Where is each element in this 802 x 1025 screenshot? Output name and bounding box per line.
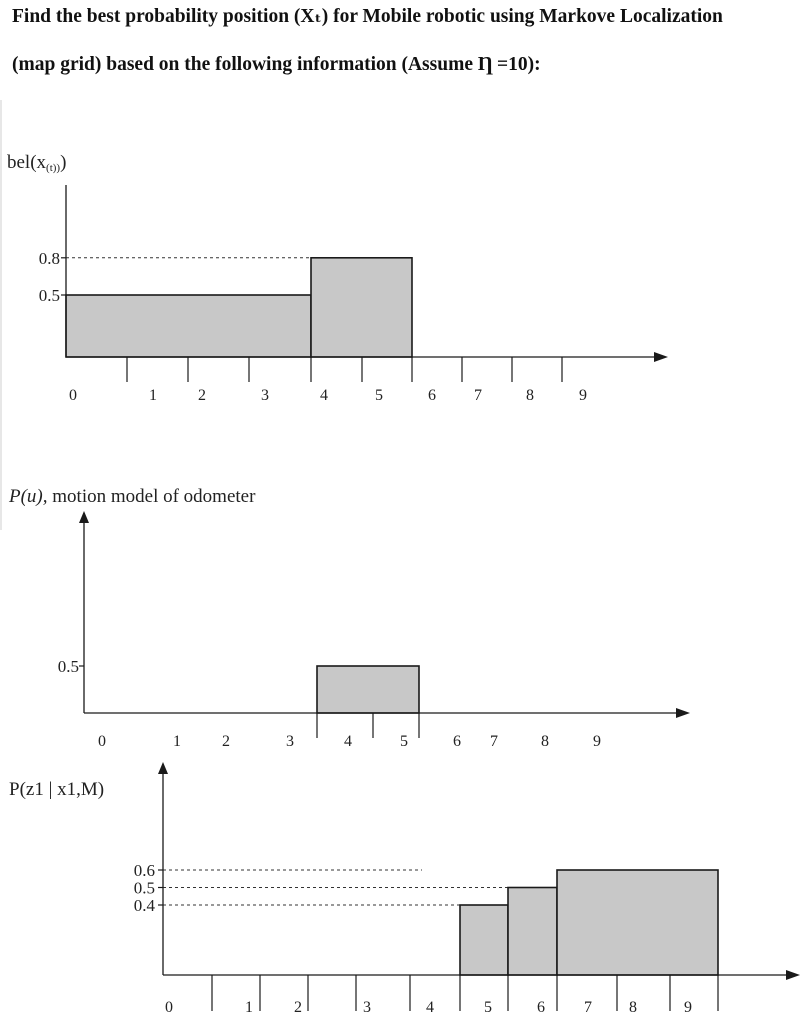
x-tick-label-7: 7 [584, 999, 592, 1016]
x-tick-label-9: 9 [579, 387, 587, 404]
x-tick-label-5: 5 [375, 387, 383, 404]
x-tick-label-7: 7 [474, 387, 482, 404]
x-tick-label-0: 0 [165, 999, 173, 1016]
x-axis-arrow [676, 708, 690, 718]
x-tick-label-2: 2 [222, 733, 230, 750]
x-tick-label-4: 4 [426, 999, 434, 1016]
y-tick-label: 0.5 [57, 657, 79, 676]
x-tick-label-6: 6 [453, 733, 461, 750]
x-tick-label-6: 6 [428, 387, 436, 404]
y-tick-label: 0.5 [38, 286, 60, 305]
chart-motion-model [8, 486, 690, 750]
x-tick-label-8: 8 [541, 733, 549, 750]
y-axis-arrow [158, 762, 168, 774]
x-tick-label-3: 3 [363, 999, 371, 1016]
bar-8-9 [557, 870, 718, 975]
bar-4-5 [317, 666, 419, 713]
x-tick-label-8: 8 [629, 999, 637, 1016]
x-tick-label-2: 2 [198, 387, 206, 404]
y-tick-label: 0.6 [133, 861, 155, 880]
x-tick-label-9: 9 [684, 999, 692, 1016]
x-tick-label-6: 6 [537, 999, 545, 1016]
y-tick-label: 0.5 [133, 878, 155, 898]
x-tick-label-1: 1 [245, 999, 253, 1016]
chart-title: P(u), motion model of odometer [9, 486, 256, 507]
question-line-1: Find the best probability position (Xₜ) for Mobile robotic using Markove Localization [12, 6, 723, 27]
chart-title: bel(x(t))) [7, 152, 67, 174]
y-axis-arrow [79, 511, 89, 523]
x-tick-label-0: 0 [69, 387, 77, 404]
x-tick-label-0: 0 [98, 733, 106, 750]
x-tick-label-8: 8 [526, 387, 534, 404]
y-tick-label: 0.4 [133, 896, 155, 915]
chart-measurement-model [9, 762, 800, 1016]
y-tick-label: 0.8 [38, 248, 60, 268]
chart-belief [7, 152, 668, 404]
x-axis-arrow [654, 352, 668, 362]
x-axis-arrow [786, 970, 800, 980]
x-tick-label-1: 1 [173, 733, 181, 750]
x-tick-label-9: 9 [593, 733, 601, 750]
question-line-2: (map grid) based on the following information (Assume Ƞ =10): [12, 54, 541, 75]
bar-4-5 [311, 258, 412, 357]
x-tick-label-4: 4 [344, 733, 352, 750]
x-tick-label-2: 2 [294, 999, 302, 1016]
bar-6-6 [460, 905, 508, 975]
x-tick-label-3: 3 [261, 387, 269, 404]
x-tick-label-5: 5 [400, 733, 408, 750]
x-tick-label-1: 1 [149, 387, 157, 404]
x-tick-label-7: 7 [490, 733, 498, 750]
x-tick-label-3: 3 [286, 733, 294, 750]
bar-7-7 [508, 888, 557, 976]
x-tick-label-5: 5 [484, 999, 492, 1016]
x-tick-label-4: 4 [320, 387, 328, 404]
bar-0-3 [66, 295, 311, 357]
chart-title: P(z1 | x1,M) [9, 779, 105, 800]
